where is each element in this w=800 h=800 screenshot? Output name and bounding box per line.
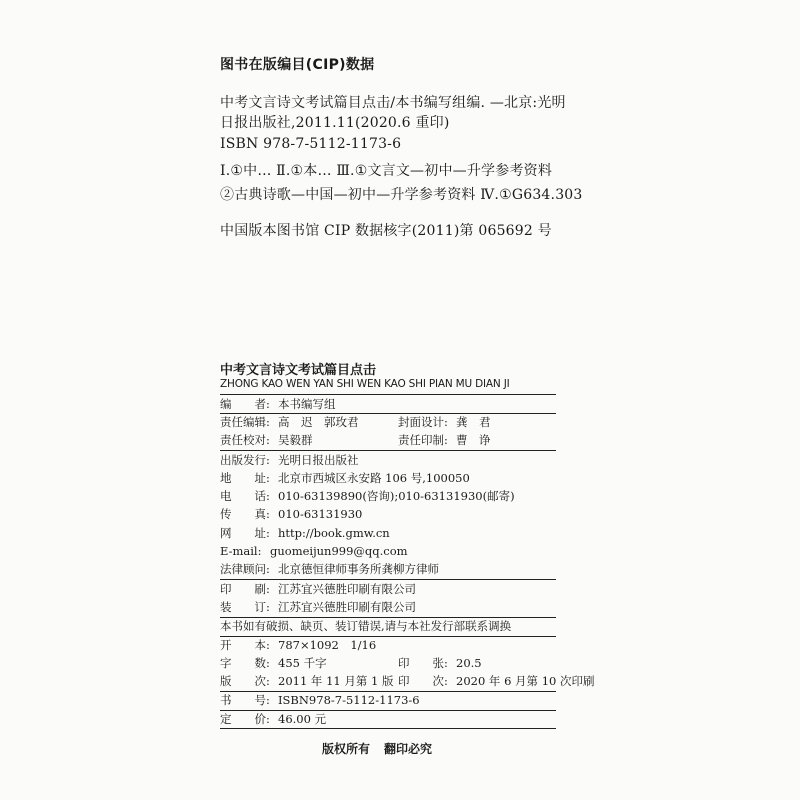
proof-value: 吴毅群: [278, 433, 313, 447]
binder-label: 装 订:: [220, 600, 270, 614]
format-label: 开 本:: [220, 638, 270, 652]
impression-value: 2020 年 6 月第 10 次印刷: [456, 674, 595, 688]
book-title: 中考文言诗文考试篇目点击: [220, 363, 377, 378]
printer-label: 印 刷:: [220, 582, 270, 596]
address-value: 北京市西城区永安路 106 号,100050: [278, 471, 470, 485]
isbn-label: 书 号:: [220, 693, 270, 707]
cover-design-value: 龚 君: [456, 415, 491, 429]
divider: [220, 710, 556, 711]
edition-value: 2011 年 11 月第 1 版: [278, 674, 394, 688]
words-label: 字 数:: [220, 656, 270, 670]
impression-label: 印 次:: [398, 674, 448, 688]
sheets-label: 印 张:: [398, 656, 448, 670]
cip-heading: 图书在版编目(CIP)数据: [220, 57, 375, 73]
price-label: 定 价:: [220, 712, 270, 726]
divider: [220, 579, 556, 580]
no-reproduction: 翻印必究: [384, 742, 433, 756]
isbn-value: ISBN978-7-5112-1173-6: [278, 693, 420, 707]
rights-reserved: 版权所有: [322, 742, 371, 756]
cip-classification-2: ②古典诗歌—中国—初中—升学参考资料 Ⅳ.①G634.303: [220, 187, 583, 203]
legal-label: 法律顾问:: [220, 562, 270, 576]
divider: [220, 617, 556, 618]
words-value: 455 千字: [278, 656, 327, 670]
resp-editor-value: 高 迟 郭玫君: [278, 415, 359, 429]
cover-design-label: 封面设计:: [398, 415, 448, 429]
cip-record-number: 中国版本图书馆 CIP 数据核字(2011)第 065692 号: [220, 223, 552, 239]
publisher-value: 光明日报出版社: [278, 453, 359, 467]
phone-value: 010-63139890(咨询);010-63131930(邮寄): [278, 489, 515, 503]
print-supervisor-value: 曹 诤: [456, 433, 491, 447]
address-label: 地 址:: [220, 471, 270, 485]
divider: [220, 636, 556, 637]
divider: [220, 728, 556, 729]
damage-notice: 本书如有破损、缺页、装订错误,请与本社发行部联系调换: [220, 619, 512, 633]
resp-editor-label: 责任编辑:: [220, 415, 270, 429]
publisher-label: 出版发行:: [220, 453, 270, 467]
phone-label: 电 话:: [220, 489, 270, 503]
price-value: 46.00 元: [278, 712, 327, 726]
editor-label: 编 者:: [220, 397, 270, 411]
legal-value: 北京德恒律师事务所龚柳方律师: [278, 562, 439, 576]
website-label: 网 址:: [220, 526, 270, 540]
binder-value: 江苏宜兴德胜印刷有限公司: [278, 600, 416, 614]
edition-label: 版 次:: [220, 674, 270, 688]
email-label: E-mail:: [220, 544, 262, 558]
fax-value: 010-63131930: [278, 507, 363, 521]
editor-value: 本书编写组: [278, 397, 336, 411]
proof-label: 责任校对:: [220, 433, 270, 447]
cip-title-line: 中考文言诗文考试篇目点击/本书编写组编. —北京:光明: [220, 95, 566, 111]
sheets-value: 20.5: [456, 656, 482, 670]
cip-publisher-line: 日报出版社,2011.11(2020.6 重印): [220, 115, 450, 131]
cip-classification-1: Ⅰ.①中… Ⅱ.①本… Ⅲ.①文言文—初中—升学参考资料: [220, 163, 553, 179]
divider: [220, 413, 556, 414]
website-value: http://book.gmw.cn: [278, 526, 390, 540]
divider: [220, 394, 556, 395]
cip-isbn: ISBN 978-7-5112-1173-6: [220, 136, 402, 152]
print-supervisor-label: 责任印制:: [398, 433, 448, 447]
email-value: guomeijun999@qq.com: [270, 544, 408, 558]
book-pinyin: ZHONG KAO WEN YAN SHI WEN KAO SHI PIAN MU DIAN JI: [220, 378, 510, 390]
printer-value: 江苏宜兴德胜印刷有限公司: [278, 582, 416, 596]
divider: [220, 450, 556, 451]
copyright-notice: [322, 740, 432, 757]
divider: [220, 691, 556, 692]
format-value: 787×1092 1/16: [278, 638, 377, 652]
fax-label: 传 真:: [220, 507, 270, 521]
